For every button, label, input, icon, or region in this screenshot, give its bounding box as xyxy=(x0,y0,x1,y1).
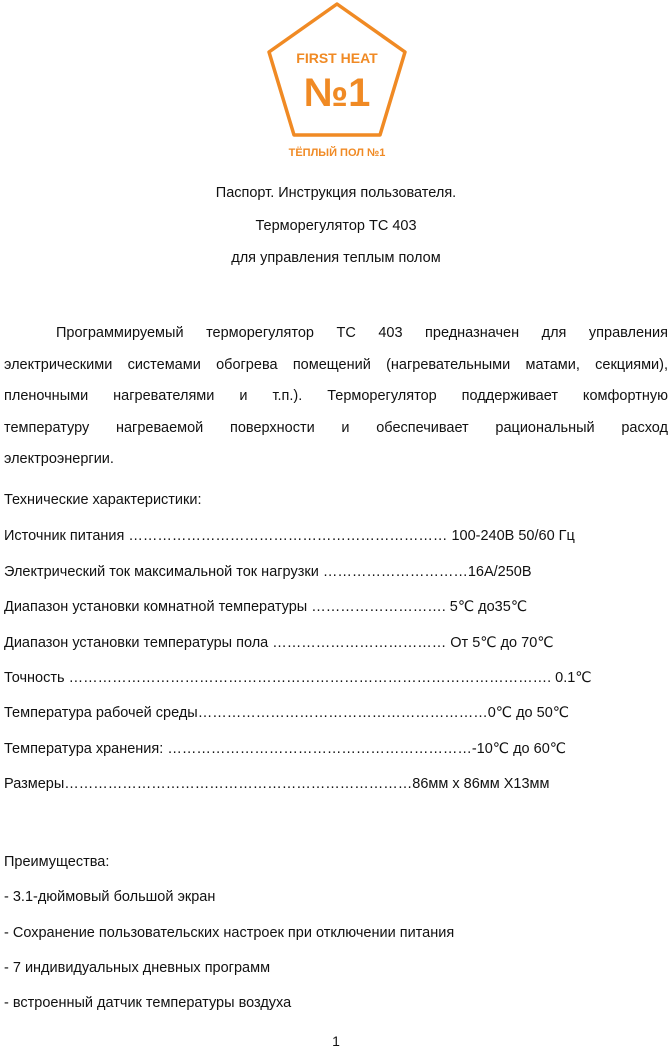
advantage-item: - 3.1-дюймовый большой экран xyxy=(4,889,216,905)
spec-row-power: Источник питания ………………………………………………………… 100-240В 50/60 Гц xyxy=(4,528,575,544)
intro-line: электроэнергии. xyxy=(4,451,114,467)
spec-row-accuracy: Точность ………………………………………………………………………………………. 0.1℃ xyxy=(4,670,592,686)
first-heat-logo xyxy=(262,0,412,160)
advantage-item: - 7 индивидуальных дневных программ xyxy=(4,960,271,976)
intro-line: электрическими системами обогрева помещений (нагревательными матами, секциями), xyxy=(4,356,668,373)
intro-paragraph xyxy=(4,318,668,476)
advantage-item: - встроенный датчик температуры воздуха xyxy=(4,995,292,1011)
advantage-item: - Сохранение пользовательских настроек при отключении питания xyxy=(4,925,455,941)
intro-line: температуру нагреваемой поверхности и обеспечивает рациональный расход xyxy=(4,419,668,436)
specs-heading: Технические характеристики: xyxy=(4,492,202,508)
spec-row-current: Электрический ток максимальной ток нагрузки …………………………16А/250В xyxy=(4,564,532,580)
spec-row-operating-temp: Температура рабочей среды……………………………………………………0℃ до 50℃ xyxy=(4,705,570,721)
doc-title-line-1: Паспорт. Инструкция пользователя. xyxy=(215,185,457,201)
spec-row-storage-temp: Температура хранения: ………………………………………………………-10℃ до 60℃ xyxy=(4,741,567,757)
logo-number: №1 xyxy=(303,71,371,115)
advantages-heading: Преимущества: xyxy=(4,854,110,870)
doc-title-line-2: Терморегулятор ТС 403 xyxy=(255,218,417,234)
logo-pentagon xyxy=(269,4,405,135)
logo-caption: ТЁПЛЫЙ ПОЛ №1 xyxy=(288,147,386,159)
logo-brand-line: FIRST HEAT xyxy=(296,50,378,66)
spec-row-dimensions: Размеры………………………………………………………………86мм х 86мм Х13мм xyxy=(4,776,550,792)
doc-title-line-3: для управления теплым полом xyxy=(231,250,441,266)
intro-line: Программируемый терморегулятор ТС 403 предназначен для управления xyxy=(56,325,668,341)
page-number: 1 xyxy=(332,1033,340,1049)
spec-row-floor-temp: Диапазон установки температуры пола ……………………………… От 5℃ до 70℃ xyxy=(4,635,554,651)
spec-row-room-temp: Диапазон установки комнатной температуры ………………………. 5℃ до35℃ xyxy=(4,599,528,615)
intro-line: пленочными нагревателями и т.п.). Терморегулятор поддерживает комфортную xyxy=(4,388,668,404)
